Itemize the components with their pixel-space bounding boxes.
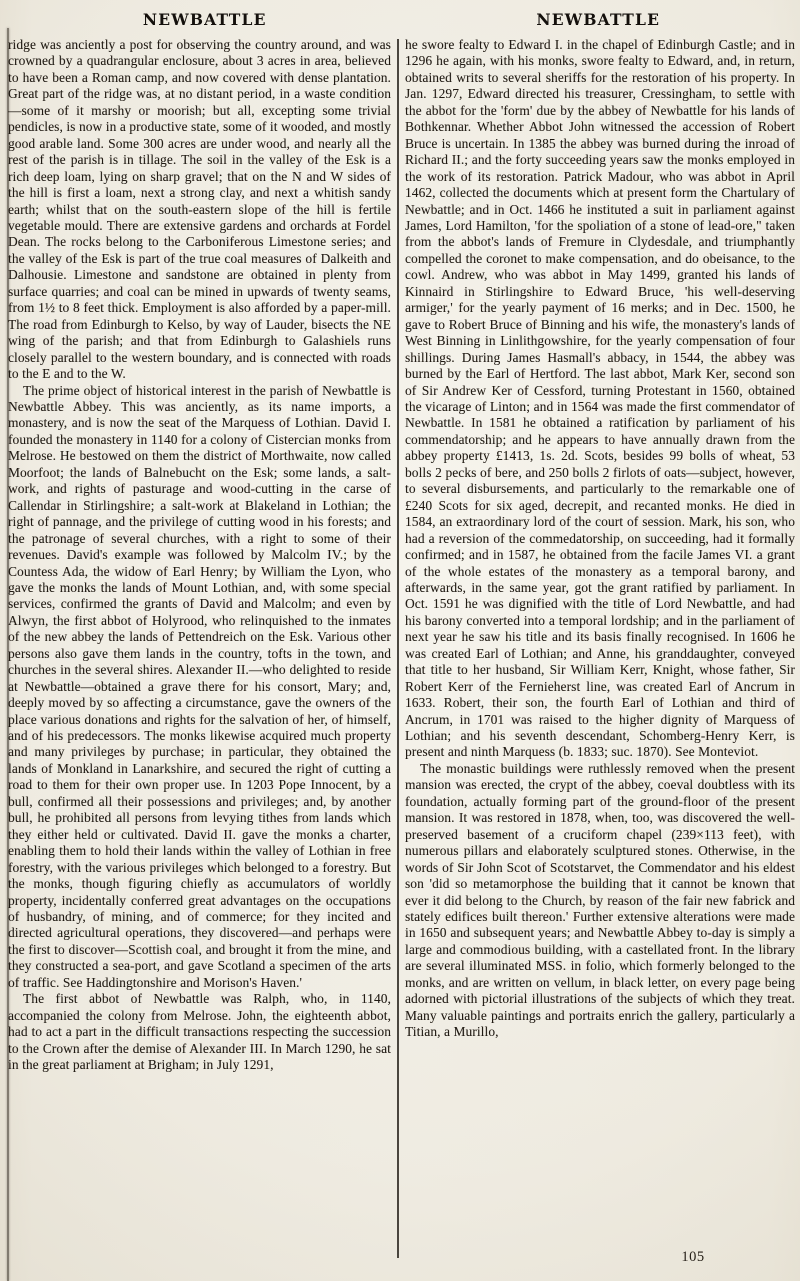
left-column (8, 37, 391, 1249)
paragraph-monastic-buildings: The monastic buildings were ruthlessly removed when the present mansion was erected, the crypt of the abbey, coeval doubtless with its foundation, actually forming part of the ground-floor of the present mansion. It was restored in 1878, when, too, was discovered the well-preserved basement of a cruciform chapel (239×113 feet), with numerous pillars and elaborately sculptured stones. Otherwise, in the words of Sir John Scot of Scotstarvet, the Commendator and his eldest son 'did so metamorphose the building that it cannot be known that ever it did belong to the Church, by reason of the fair new fabrick and stately edifices built thereon.' Further extensive alterations were made in 1650 and subsequent years; and Newbattle Abbey to-day is simply a large and commodious building, with a castellated front. In the library are several illuminated MSS. in folio, which formerly belonged to the monks, and are written on vellum, in black letter, on every page being adorned with pictorial illustrations of the subjects of which they treat. Many valuable paintings and portraits enrich the gallery, particularly a Titian, a Murillo, (405, 760, 795, 1040)
paragraph-abbots-continued: he swore fealty to Edward I. in the chapel of Edinburgh Castle; and in 1296 he again, with his monks, swore fealty to Edward, and, in return, obtained writs to several sheriffs for the restoration of his property. In Jan. 1297, Edward directed his treasurer, Cressingham, to settle with the abbot for the 'form' due by the abbey of Newbattle for his lands of Bothkennar. Whether Abbot John witnessed the accession of Robert Bruce is uncertain. In 1385 the abbey was burned during the inroad of Richard II.; and the forty succeeding years saw the monks employed in the work of its restoration. Patrick Madour, who was abbot in April 1462, collected the documents which at present form the Chartulary of Newbattle; and in Oct. 1466 he instituted a suit in parliament against James, Lord Hamilton, 'for the spoliation of a stone of lead-ore," taken from the abbot's lands of Fremure in Clydesdale, and triumphantly compelled the coronet to make compensation, and do obeisance, to the cowl. Andrew, who was abbot in May 1499, granted his lands of Kinnaird in Stirlingshire to Edward Bruce, 'his well-deserving armiger,' for the yearly payment of 16 merks; and in Dec. 1500, he gave to Robert Bruce of Binning and his wife, the monastery's lands of West Binning in Linlithgowshire, for the yearly compensation of four shillings. During James Hasmall's abbacy, in 1544, the abbey was burned by the Earl of Hertford. The last abbot, Mark Ker, second son of Sir Andrew Ker of Cessford, turning Protestant in 1560, obtained the vicarage of Linton; and in 1564 was made the first commendator of Newbattle. In 1581 he obtained a ratification by parliament of his commendatorship; and he appears to have annually drawn from the abbey property £1413, 1s. 2d. Scots, besides 99 bolls of wheat, 53 bolls 2 pecks of bere, and 250 bolls 2 firlots of oats—subject, however, to several disbursements, and particularly to the remarkable one of £240 Scots for six aged, decrepit, and recanted monks. He died in 1584, an extraordinary lord of the court of session. Mark, his son, who had a reversion of the commedatorship, on succeeding, had it formally confirmed; and in 1587, he obtained from the facile James VI. a grant of the whole estates of the monastery as a temporal barony, and afterwards, in the same year, got the grant ratified by parliament. In Oct. 1591 he was dignified with the title of Lord Newbattle, and had his barony converted into a temporal lordship; and in the parliament of next year he saw his title and its basis finally recognised. In 1606 he was created Earl of Lothian; and Anne, his granddaughter, conveyed that title to her husband, Sir William Kerr, Knight, whose father, Sir Robert Kerr of the Fernieherst line, was created Earl of Ancrum in 1633. Robert, their son, the fourth Earl of Lothian and third of Ancrum, in 1701 was raised to the higher dignity of Marquess of Lothian; and his seventh descendant, Schomberg-Henry Kerr, is present and ninth Marquess (b. 1833; suc. 1870). See Monteviot. (405, 37, 795, 760)
paragraph-continuation: ridge was anciently a post for observing the country around, and was crowned by a quadrangular enclosure, about 3 acres in area, believed to have been a Roman camp, and now covered with dense plantation. Great part of the ridge was, at no distant period, in a waste condition—some of it marshy or moorish; but all, excepting some trivial pendicles, is now in a productive state, some of it wooded, and mostly good arable land. Some 300 acres are under wood, and nearly all the rest of the parish is in tillage. The soil in the valley of the Esk is a rich deep loam, lying on sharp gravel; that on the N and W sides of the hill is first a loam, next a strong clay, and next a whitish sandy earth; whilst that on the south-eastern slope of the hill is fertile vegetable mould. There are extensive gardens and orchards at Fordel Dean. The rocks belong to the Carboniferous Limestone series; and the valley of the Esk is part of the true coal measures of Dalkeith and Dalhousie. Limestone and sandstone are obtained in plenty from surface quarries; and coal can be mined in upwards of twenty seams, from 1½ to 8 feet thick. Employment is also afforded by a paper-mill. The road from Edinburgh to Kelso, by way of Lauder, bisects the NE wing of the parish; and that from Edinburgh to Galashiels runs closely parallel to the western boundary, and is connected with roads to the E and to the W. (8, 37, 391, 382)
right-column (405, 37, 795, 1249)
right-column-header: NEWBATTLE (536, 10, 661, 29)
paragraph-first-abbot: The first abbot of Newbattle was Ralph, who, in 1140, accompanied the colony from Melrose. John, the eighteenth abbot, had to act a part in the difficult transactions respecting the succession to the Crown after the demise of Alexander III. In March 1290, he sat in the great parliament at Brigham; in July 1291, (8, 991, 391, 1073)
text-columns (8, 37, 795, 1249)
page-number: 105 (681, 1249, 705, 1265)
running-headers (8, 10, 795, 29)
left-column-header: NEWBATTLE (142, 10, 267, 29)
paragraph-newbattle-abbey-history: The prime object of historical interest in the parish of Newbattle is Newbattle Abbey. This was anciently, as its name imports, a monastery, and is now the seat of the Marquess of Lothian. David I. founded the monastery in 1140 for a colony of Cistercian monks from Melrose. He bestowed on them the district of Morthwaite, now called Moorfoot; the lands of Balnebucht on the Esk; some lands, a salt-work, and rights of pasturage and wood-cutting in the carse of Callendar in Stirlingshire; a salt-work at Blakeland in Lothian; the right of pannage, and the privilege of cutting wood in his forests; and the patronage of several churches, with a right to some of their revenues. David's example was followed by Malcolm IV.; by the Countess Ada, the widow of Earl Henry; by William the Lyon, who gave the monks the lands of Mount Lothian, and, with some special services, confirmed the grants of David and Malcolm; and even by Alwyn, the first abbot of Holyrood, who relinquished to the inmates of the new abbey the lands of Pettendreich on the Esk. Various other persons also gave them lands in the country, tofts in the town, and churches in the several shires. Alexander II.—who delighted to reside at Newbattle—obtained a grave there for his consort, Mary; and, deeply moved by so affecting a circumstance, gave the owners of the place various donations and rights for the salvation of her, of himself, and of his predecessors. The monks likewise acquired much property and many privileges by purchase; in particular, they obtained the lands of Monkland in Lanarkshire, and secured the right of cutting a road to them for their own proper use. In 1203 Pope Innocent, by a bull, confirmed all their possessions and privileges; and, by another bull, he prohibited all persons from levying tithes from lands which they either held or cultivated. David II. gave the monks a charter, enabling them to hold their lands within the valley of Lothian in free forestry, with the various privileges which belonged to a forestry. But the monks, though figuring chiefly as accumulators of worldly property, incidentally conferred great advantages on the occupations of husbandry, of mining, and of commerce; for they incited and directed agricultural operations, they discovered—and perhaps were the first to discover—Scottish coal, and brought it from the mine, and they constructed a sea-port, and gave Scotland a specimen of the arts of traffic. See Haddingtonshire and Morison's Haven.' (8, 382, 391, 990)
